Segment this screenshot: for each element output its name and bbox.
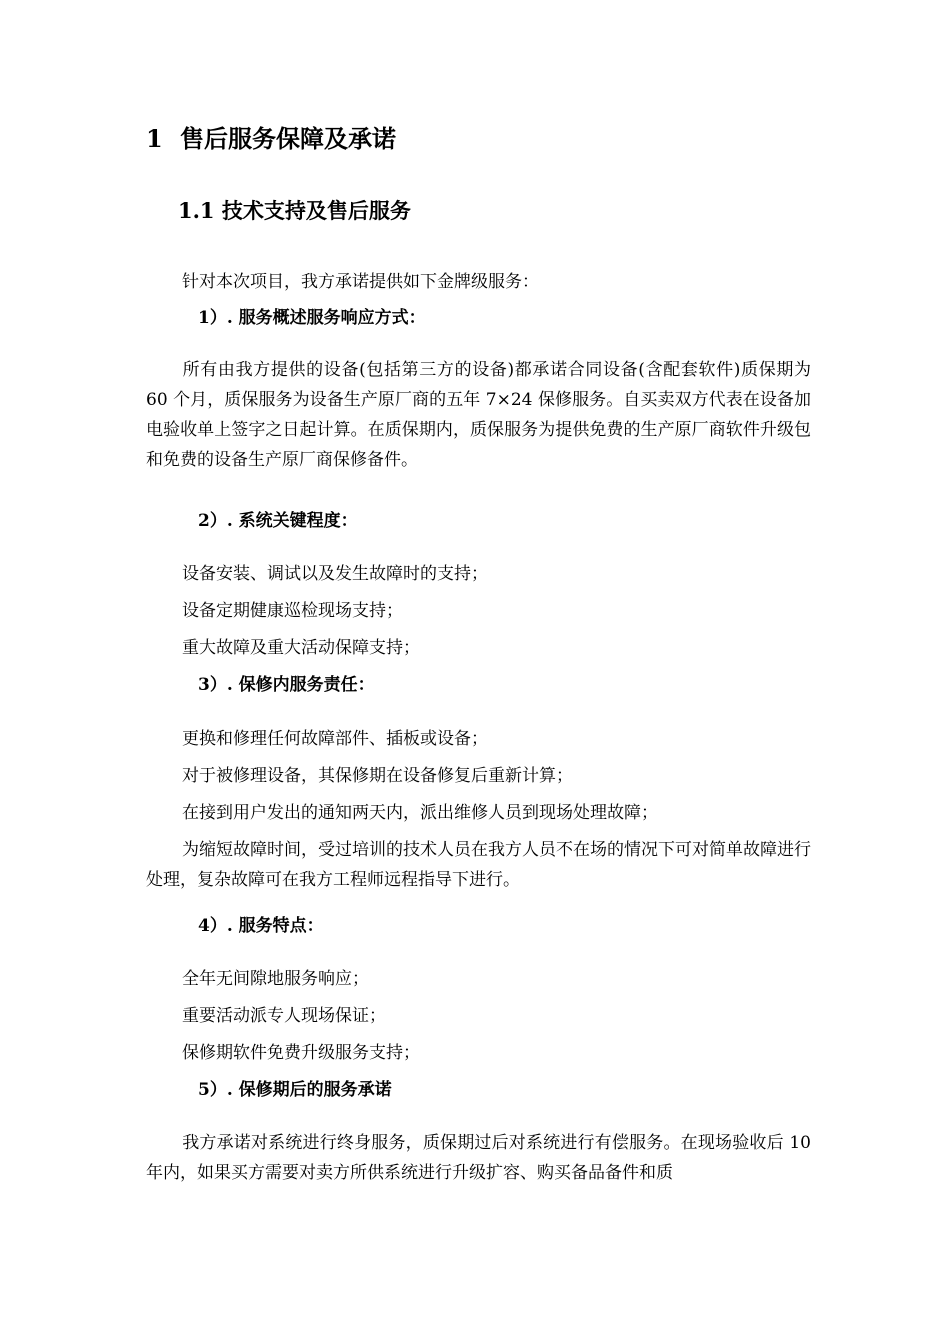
list-item: 设备定期健康巡检现场支持； [182,601,403,621]
list-item: 重要活动派专人现场保证； [182,1006,386,1026]
section-5-paragraph: 我方承诺对系统进行终身服务，质保期过后对系统进行有偿服务。在现场验收后 10 年内，如果买方需要对卖方所供系统进行升级扩容、购买备品备件和质 [146,1133,811,1183]
list-item: 更换和修理任何故障部件、插板或设备； [182,729,488,749]
section-1-title: 1）. 服务概述服务响应方式： [198,308,426,328]
section-5-title: 5）. 保修期后的服务承诺 [198,1080,392,1100]
heading-2: 1.1 技术支持及售后服务 [178,198,411,223]
list-item: 全年无间隙地服务响应； [182,969,369,989]
heading-1 [146,122,396,156]
heading-1-number: 1 [146,124,163,153]
section-3-title: 3）. 保修内服务责任： [198,675,375,695]
section-2-title: 2）. 系统关键程度： [198,511,358,531]
section-1-paragraph: 所有由我方提供的设备(包括第三方的设备)都承诺合同设备(含配套软件)质保期为 60 个月，质保服务为设备生产原厂商的五年 7×24 保修服务。自买卖双方代表在设备加电验收单上签字之日起计算。在质保期内，质保服务为提供免费的生产原厂商软件升级包和免费的设备生产原厂商保修备件。 [146,360,811,470]
section-3-paragraph: 为缩短故障时间，受过培训的技术人员在我方人员不在场的情况下可对简单故障进行处理，复杂故障可在我方工程师远程指导下进行。 [146,840,811,890]
section-4-title: 4）. 服务特点： [198,916,324,936]
list-item: 重大故障及重大活动保障支持； [182,638,420,658]
intro-text: 针对本次项目，我方承诺提供如下金牌级服务： [182,272,539,292]
list-item: 对于被修理设备，其保修期在设备修复后重新计算； [182,766,573,786]
list-item: 设备安装、调试以及发生故障时的支持； [182,564,488,584]
list-item: 保修期软件免费升级服务支持； [182,1043,420,1063]
heading-1-text: 售后服务保障及承诺 [180,124,396,153]
list-item: 在接到用户发出的通知两天内，派出维修人员到现场处理故障； [182,803,658,823]
